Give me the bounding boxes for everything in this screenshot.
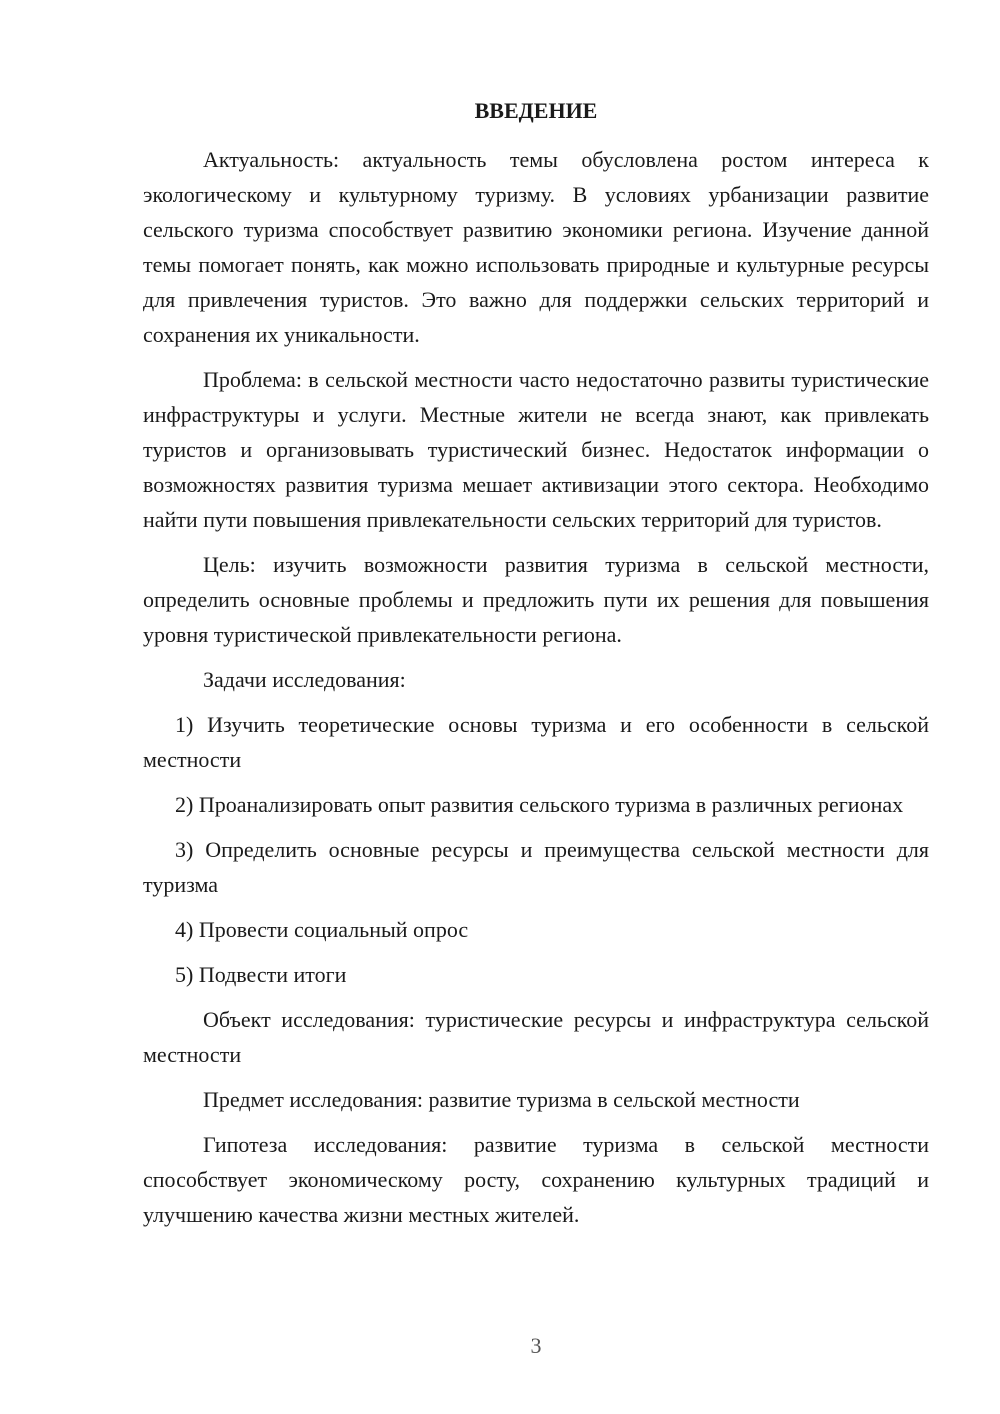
document-title: ВВЕДЕНИЕ: [474, 98, 598, 123]
document-page: [143, 0, 929, 1414]
task-item-3: 3) Определить основные ресурсы и преимущества сельской местности для туризма: [143, 837, 929, 897]
paragraph-goal: Цель: изучить возможности развития туризма в сельской местности, определить основные проблемы и предложить пути их решения для повышения уровня туристической привлекательности региона.: [143, 552, 929, 647]
paragraph-relevance: Актуальность: актуальность темы обусловлена ростом интереса к экологическому и культурному туризму. В условиях урбанизации развитие сельского туризма способствует развитию экономики региона. Изучение данной темы помогает понять, как можно использовать природные и культурные ресурсы для привлечения туристов. Это важно для поддержки сельских территорий и сохранения их уникальности.: [143, 147, 929, 347]
document-body: [143, 142, 929, 1242]
task-item-2: 2) Проанализировать опыт развития сельского туризма в различных регионах: [175, 792, 904, 817]
task-item-4: 4) Провести социальный опрос: [175, 917, 469, 942]
paragraph-subject: Предмет исследования: развитие туризма в сельской местности: [203, 1087, 800, 1112]
task-item-5: 5) Подвести итоги: [175, 962, 347, 987]
task-item-1: 1) Изучить теоретические основы туризма и его особенности в сельской местности: [143, 712, 929, 772]
tasks-heading: Задачи исследования:: [203, 667, 406, 692]
paragraph-problem: Проблема: в сельской местности часто недостаточно развиты туристические инфраструктуры и услуги. Местные жители не всегда знают, как привлекать туристов и организовывать туристический бизнес. Недостаток информации о возможностях развития туризма мешает активизации этого сектора. Необходимо найти пути повышения привлекательности сельских территорий для туристов.: [143, 367, 929, 532]
paragraph-hypothesis: Гипотеза исследования: развитие туризма в сельской местности способствует экономическому росту, сохранению культурных традиций и улучшению качества жизни местных жителей.: [143, 1132, 929, 1227]
page-number: 3: [530, 1333, 542, 1358]
paragraph-object: Объект исследования: туристические ресурсы и инфраструктура сельской местности: [143, 1007, 929, 1067]
